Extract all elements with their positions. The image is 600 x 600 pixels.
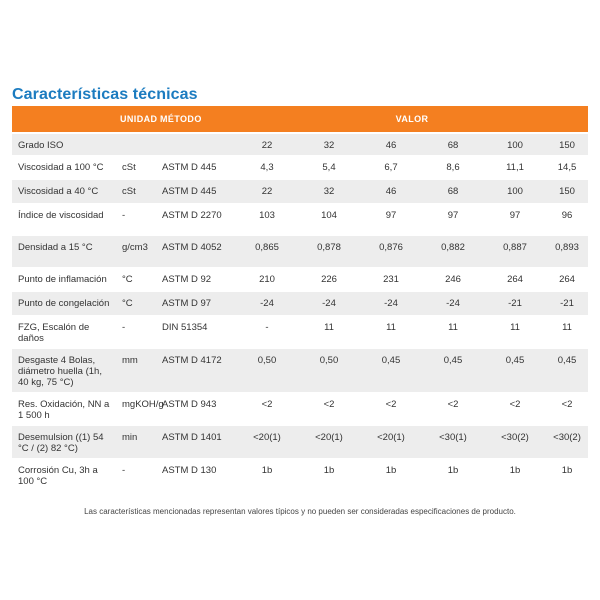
row-value: 246	[422, 268, 484, 292]
row-label: FZG, Escalón de daños	[12, 316, 116, 349]
row-method: ASTM D 445	[156, 156, 236, 180]
table-row	[12, 236, 588, 268]
row-value: 226	[298, 268, 360, 292]
table-body	[12, 133, 588, 492]
row-value: 11,1	[484, 156, 546, 180]
row-label: Punto de inflamación	[12, 268, 116, 292]
row-value: 68	[422, 133, 484, 156]
header-param	[12, 106, 116, 133]
page-title: Características técnicas	[12, 86, 198, 103]
row-value: 11	[298, 316, 360, 349]
header-metodo: MÉTODO	[156, 106, 236, 133]
row-unit: °C	[116, 292, 156, 316]
row-value: <2	[236, 393, 298, 426]
row-value: 6,7	[360, 156, 422, 180]
row-value: 104	[298, 204, 360, 236]
table-header-row	[12, 106, 588, 133]
row-method: ASTM D 92	[156, 268, 236, 292]
row-label: Desemulsion ((1) 54 °C / (2) 82 °C)	[12, 426, 116, 459]
row-unit: mm	[116, 349, 156, 393]
footnote: Las características mencionadas representan valores típicos y no pueden ser consideradas especificaciones de producto.	[84, 507, 516, 516]
row-value: 32	[298, 180, 360, 204]
table-row	[12, 426, 588, 459]
table-row	[12, 316, 588, 349]
row-value: 0,45	[546, 349, 588, 393]
row-unit: g/cm3	[116, 236, 156, 268]
row-value: 0,882	[422, 236, 484, 268]
row-value: 150	[546, 133, 588, 156]
row-value: 1b	[484, 459, 546, 492]
row-value: <20(1)	[236, 426, 298, 459]
row-value: 11	[484, 316, 546, 349]
row-value: 100	[484, 133, 546, 156]
row-method: ASTM D 97	[156, 292, 236, 316]
row-label: Desgaste 4 Bolas, diámetro huella (1h, 40 kg, 75 °C)	[12, 349, 116, 393]
row-method: ASTM D 2270	[156, 204, 236, 236]
row-label: Res. Oxidación, NN a 1 500 h	[12, 393, 116, 426]
table-row	[12, 180, 588, 204]
table-row	[12, 349, 588, 393]
row-label: Índice de viscosidad	[12, 204, 116, 236]
row-value: 0,878	[298, 236, 360, 268]
row-value: -24	[236, 292, 298, 316]
row-value: 103	[236, 204, 298, 236]
row-value: 46	[360, 180, 422, 204]
row-value: 0,50	[236, 349, 298, 393]
row-value: 100	[484, 180, 546, 204]
row-value: -	[236, 316, 298, 349]
row-value: <2	[422, 393, 484, 426]
row-value: 0,45	[484, 349, 546, 393]
row-value: 46	[360, 133, 422, 156]
row-value: 1b	[422, 459, 484, 492]
row-value: 150	[546, 180, 588, 204]
row-value: <2	[484, 393, 546, 426]
row-value: 1b	[546, 459, 588, 492]
row-value: 0,45	[360, 349, 422, 393]
row-label: Grado ISO	[12, 133, 116, 156]
row-value: 97	[360, 204, 422, 236]
row-value: 4,3	[236, 156, 298, 180]
row-value: 32	[298, 133, 360, 156]
row-unit: -	[116, 459, 156, 492]
row-method: DIN 51354	[156, 316, 236, 349]
row-method: ASTM D 943	[156, 393, 236, 426]
row-value: 14,5	[546, 156, 588, 180]
row-value: 0,876	[360, 236, 422, 268]
row-value: 5,4	[298, 156, 360, 180]
row-value: -24	[298, 292, 360, 316]
row-value: 11	[546, 316, 588, 349]
row-value: 22	[236, 133, 298, 156]
row-label: Viscosidad a 100 °C	[12, 156, 116, 180]
row-method	[156, 133, 236, 156]
row-value: 210	[236, 268, 298, 292]
table-row	[12, 393, 588, 426]
row-value: 0,45	[422, 349, 484, 393]
table-row	[12, 268, 588, 292]
row-value: <30(2)	[484, 426, 546, 459]
row-method: ASTM D 1401	[156, 426, 236, 459]
row-value: 264	[484, 268, 546, 292]
row-value: -21	[484, 292, 546, 316]
row-value: 1b	[236, 459, 298, 492]
row-method: ASTM D 445	[156, 180, 236, 204]
row-method: ASTM D 130	[156, 459, 236, 492]
table-row	[12, 133, 588, 156]
row-value: 231	[360, 268, 422, 292]
row-value: 0,865	[236, 236, 298, 268]
row-value: 1b	[360, 459, 422, 492]
row-unit: cSt	[116, 180, 156, 204]
row-value: <20(1)	[360, 426, 422, 459]
row-unit: cSt	[116, 156, 156, 180]
row-value: 97	[422, 204, 484, 236]
row-unit: -	[116, 204, 156, 236]
row-unit	[116, 133, 156, 156]
row-value: -24	[422, 292, 484, 316]
table-row	[12, 204, 588, 236]
row-value: 264	[546, 268, 588, 292]
header-unidad: UNIDAD	[116, 106, 156, 133]
row-value: <20(1)	[298, 426, 360, 459]
row-method: ASTM D 4172	[156, 349, 236, 393]
row-unit: min	[116, 426, 156, 459]
row-value: 68	[422, 180, 484, 204]
row-value: 0,50	[298, 349, 360, 393]
row-value: <2	[546, 393, 588, 426]
row-value: -21	[546, 292, 588, 316]
row-value: 11	[360, 316, 422, 349]
row-value: <30(1)	[422, 426, 484, 459]
row-value: 97	[484, 204, 546, 236]
row-unit: -	[116, 316, 156, 349]
row-value: <30(2)	[546, 426, 588, 459]
table-row	[12, 156, 588, 180]
row-label: Punto de congelación	[12, 292, 116, 316]
row-method: ASTM D 4052	[156, 236, 236, 268]
row-value: 11	[422, 316, 484, 349]
row-label: Densidad a 15 °C	[12, 236, 116, 268]
table-row	[12, 292, 588, 316]
row-value: 0,893	[546, 236, 588, 268]
specs-table	[12, 106, 588, 492]
row-label: Corrosión Cu, 3h a 100 °C	[12, 459, 116, 492]
row-unit: °C	[116, 268, 156, 292]
row-value: 96	[546, 204, 588, 236]
row-unit: mgKOH/g	[116, 393, 156, 426]
row-value: 22	[236, 180, 298, 204]
row-label: Viscosidad a 40 °C	[12, 180, 116, 204]
header-valor: VALOR	[236, 106, 588, 133]
row-value: 0,887	[484, 236, 546, 268]
table-row	[12, 459, 588, 492]
row-value: 1b	[298, 459, 360, 492]
row-value: 8,6	[422, 156, 484, 180]
row-value: <2	[298, 393, 360, 426]
row-value: -24	[360, 292, 422, 316]
row-value: <2	[360, 393, 422, 426]
